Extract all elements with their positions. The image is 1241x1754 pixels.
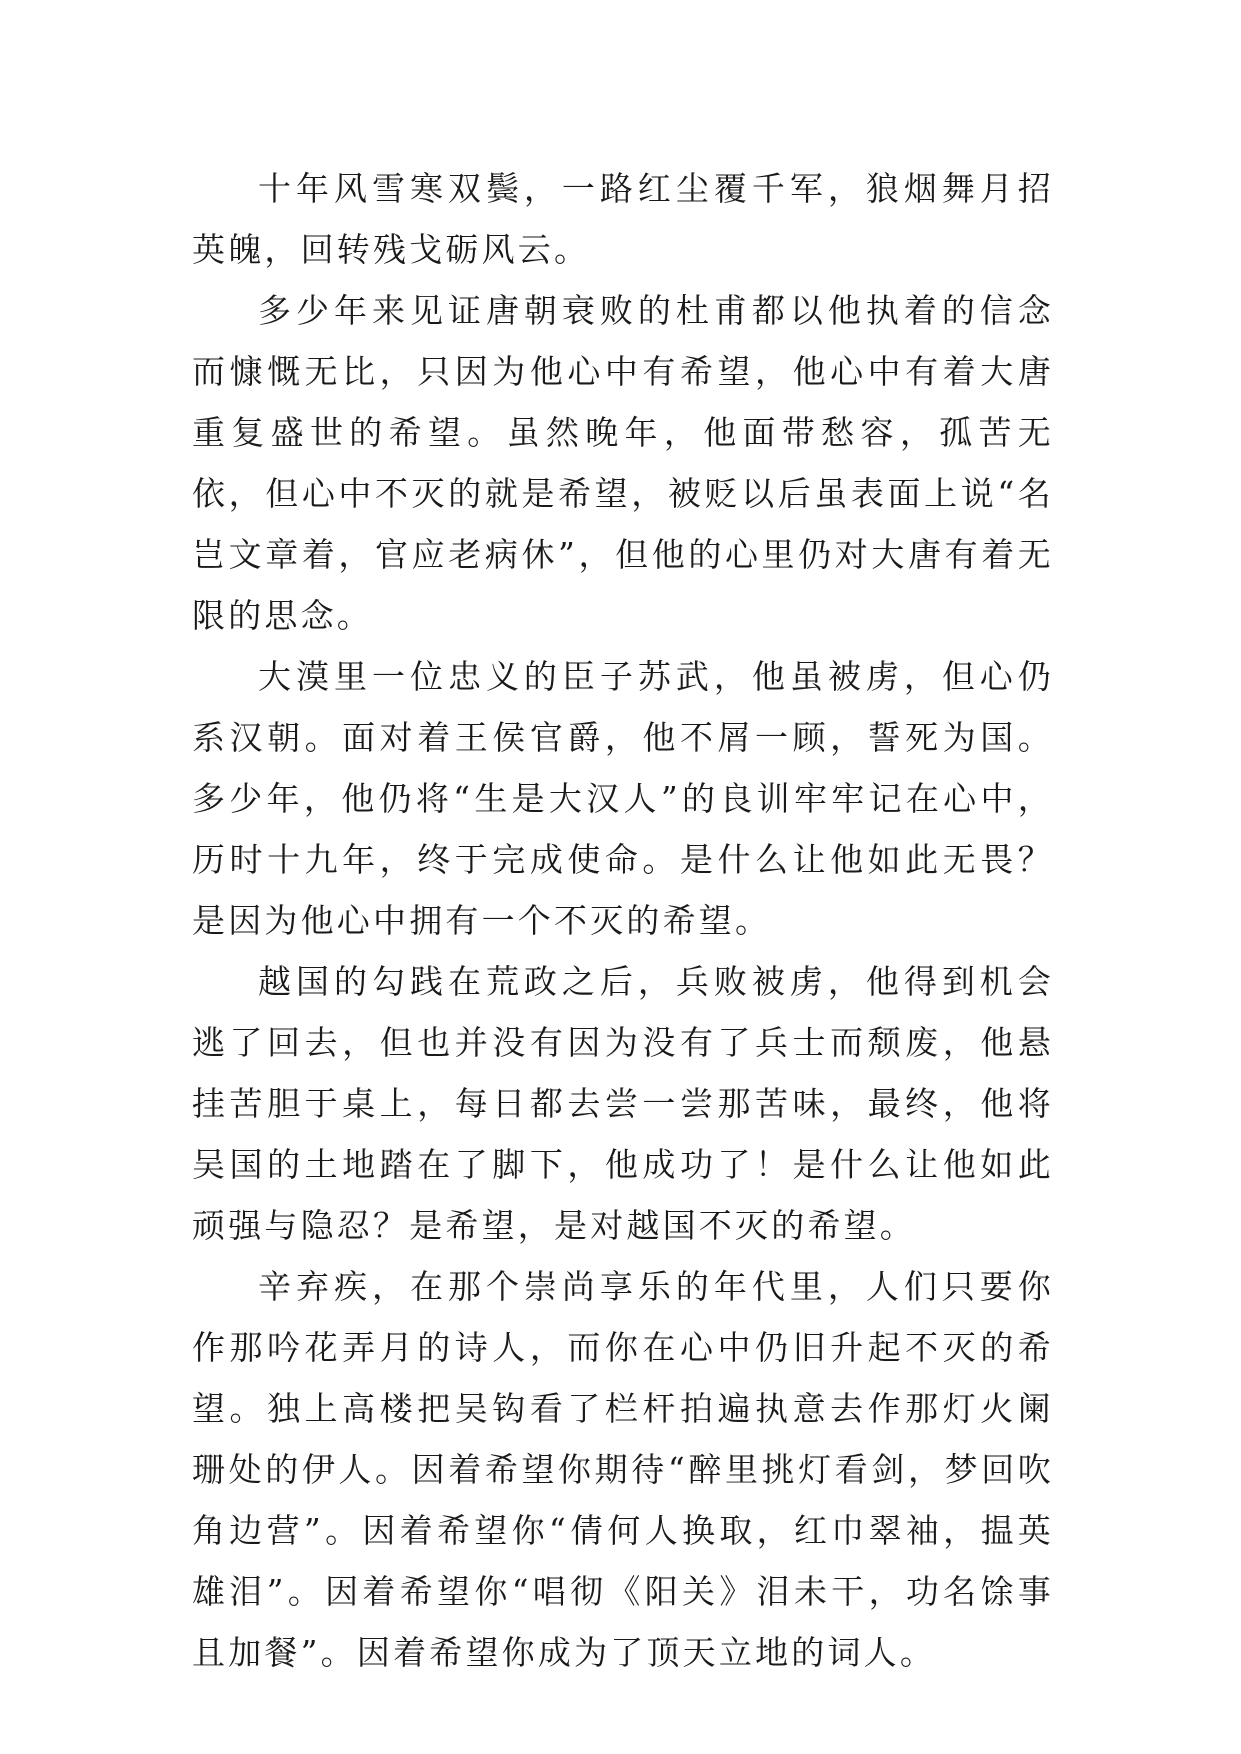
paragraph-opening-verse: 十年风雪寒双鬓，一路红尘覆千军，狼烟舞月招英魄，回转残戈砺风云。 [192,169,1054,269]
paragraph-su-wu: 大漠里一位忠义的臣子苏武，他虽被虏，但心仍系汉朝。面对着王侯官爵，他不屑一顾，誓死为国。多少年，他仍将“生是大汉人”的良训牢牢记在心中，历时十九年，终于完成使命。是什么让他如此无畏？是因为他心中拥有一个不灭的希望。 [192,657,1054,940]
paragraph-du-fu: 多少年来见证唐朝衰败的杜甫都以他执着的信念而慷慨无比，只因为他心中有希望，他心中有着大唐重复盛世的希望。虽然晚年，他面带愁容，孤苦无依，但心中不灭的就是希望，被贬以后虽表面上说“名岂文章着，官应老病休”，但他的心里仍对大唐有着无限的思念。 [192,291,1054,635]
document-body [192,158,1054,1683]
paragraph-xin-qiji: 辛弃疾，在那个崇尚享乐的年代里，人们只要你作那吟花弄月的诗人，而你在心中仍旧升起不灭的希望。独上高楼把吴钩看了栏杆拍遍执意去作那灯火阑珊处的伊人。因着希望你期待“醉里挑灯看剑，梦回吹角边营”。因着希望你“倩何人换取，红巾翠袖，揾英雄泪”。因着希望你“唱彻《阳关》泪未干，功名馀事且加餐”。因着希望你成为了顶天立地的词人。 [192,1267,1054,1672]
paragraph-gou-jian: 越国的勾践在荒政之后，兵败被虏，他得到机会逃了回去，但也并没有因为没有了兵士而颓废，他悬挂苦胆于桌上，每日都去尝一尝那苦味，最终，他将吴国的土地踏在了脚下，他成功了！是什么让他如此顽强与隐忍？是希望，是对越国不灭的希望。 [192,962,1054,1245]
